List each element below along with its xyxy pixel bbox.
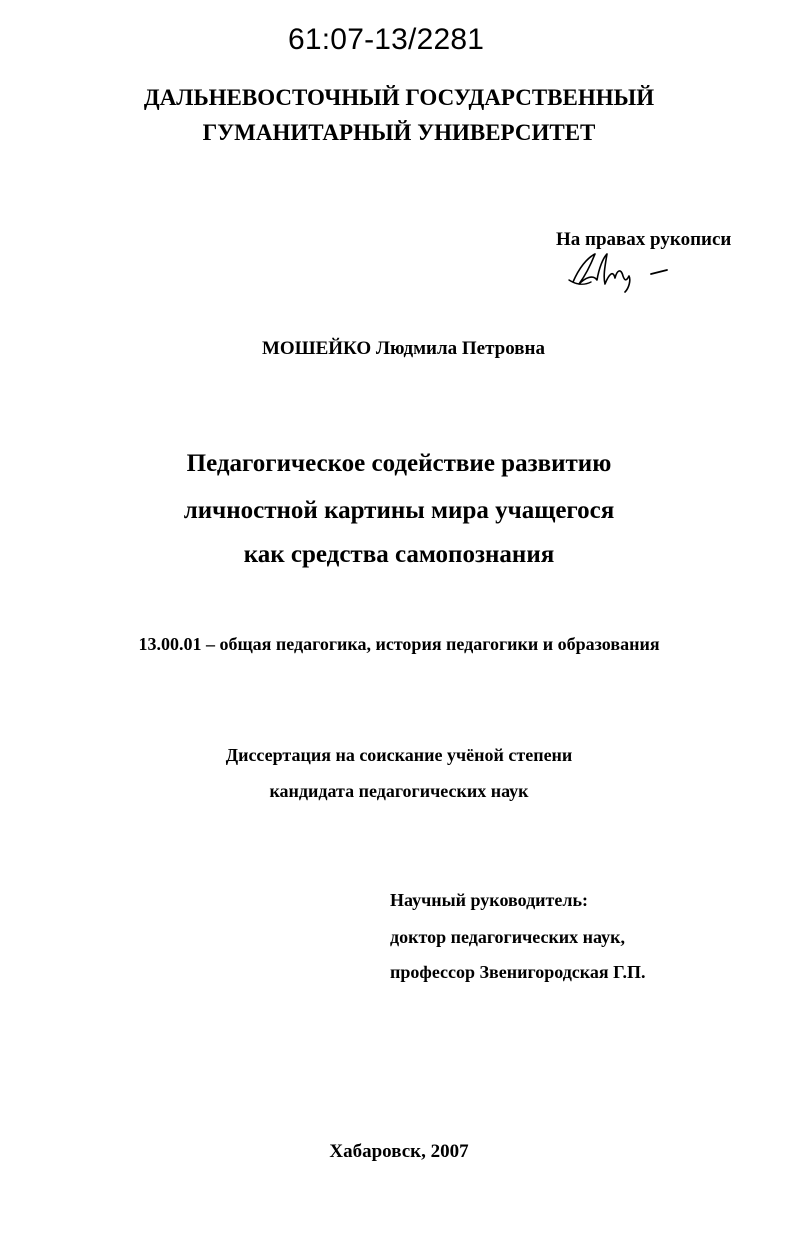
city-year: Хабаровск, 2007 bbox=[329, 1141, 469, 1162]
supervisor-heading: Научный руководитель: bbox=[390, 890, 588, 910]
degree-statement-line-2: кандидата педагогических наук bbox=[269, 781, 529, 801]
university-name-line-1: ДАЛЬНЕВОСТОЧНЫЙ ГОСУДАРСТВЕННЫЙ bbox=[143, 85, 655, 110]
author-name bbox=[262, 336, 545, 362]
supervisor-degree: доктор педагогических наук, bbox=[390, 927, 626, 947]
author-surname: МОШЕЙКО bbox=[262, 338, 372, 359]
supervisor-name: профессор Звенигородская Г.П. bbox=[390, 962, 646, 982]
dissertation-title-line-3: как средства самопознания bbox=[243, 541, 555, 568]
dissertation-title-line-1: Педагогическое содействие развитию bbox=[186, 450, 612, 477]
archive-code: 61:07-13/2281 bbox=[288, 23, 485, 56]
author-given-names: Людмила Петровна bbox=[375, 338, 545, 359]
specialty-code: 13.00.01 – общая педагогика, история педагогики и образования bbox=[138, 634, 660, 654]
dissertation-title-line-2: личностной картины мира учащегося bbox=[183, 497, 615, 524]
signature-icon bbox=[565, 240, 675, 300]
degree-statement-line-1: Диссертация на соискание учёной степени bbox=[225, 745, 573, 765]
manuscript-note: На правах рукописи bbox=[556, 229, 732, 250]
university-name-line-2: ГУМАНИТАРНЫЙ УНИВЕРСИТЕТ bbox=[202, 120, 596, 145]
